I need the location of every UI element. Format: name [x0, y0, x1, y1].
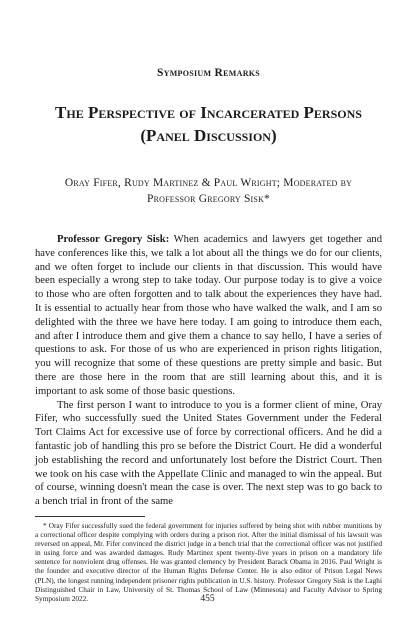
paragraph-text: The first person I want to introduce to you is a former client of mine, Oray Fifer, who successfully sued the United States Government under the Federal Tort Claims Act for excessive use of force by correctional officers. And he did a fantastic job of handling this pro se before the District Court. He did a wonderful job establishing the record and unfortunately lost before the District Court. Then we took on his case with the Appellate Clinic and managed to win the appeal. But of course, winning doesn't mean the case is over. The next step was to go back to a bench trial in front of the same — [35, 399, 382, 508]
body-paragraph — [35, 233, 382, 399]
footnote: * Oray Fifer successfully sued the federal government for injuries suffered by being shot with rubber munitions by a correctional officer despite complying with orders during a prison riot. After the initial dismissal of his lawsuit was reversed on appeal, Mr. Fifer convinced the district judge in a bench trial that the correctional officer was not justified in using force and was awarded damages. Rudy Martinez spent twenty-five years in prison on a mandatory life sentence for nonviolent drug offenses. He was granted clemency by President Barack Obama in 2016. Paul Wright is the founder and executive director of the Human Rights Defense Center. He is also editor of Prison Legal News (PLN), the longest running independent prisoner rights publication in U.S. history. Professor Gregory Sisk is the Laghi Distinguished Chair in Law, University of St. Thomas School of Law (Minnesota) and Faculty Advisor to Spring Symposium 2022. — [35, 520, 382, 603]
article-title: The Perspective of Incarcerated Persons (Panel Discussion) — [55, 103, 362, 145]
paragraph-text: When academics and lawyers get together and have conferences like this, we talk a lot about all the things we do for our clients, and we often forget to include our clients in that discussion. This would have been especially a wrong step to take today. Our purpose today is to give a voice to those who are often forgotten and to talk about the experiences they have had. It is essential to actually hear from those who have walked the walk, and I am so delighted with the three we have here today. I am going to introduce them each, and after I introduce them and give them a chance to say hello, I have a series of questions to ask. For those of us who are experienced in prison rights litigation, you will recognize that some of these questions are pretty simple and basic. But there are those here in the room that are still learning about this, and it is important to ask some of those basic questions. — [35, 234, 382, 397]
article-body — [35, 233, 382, 509]
body-paragraph — [35, 399, 382, 509]
footnote-separator — [35, 516, 145, 517]
page-number: 455 — [200, 594, 215, 604]
speaker-label: Professor Gregory Sisk: — [57, 234, 170, 245]
section-heading: Symposium Remarks — [156, 67, 261, 79]
author-line: Oray Fifer, Rudy Martinez & Paul Wright; Moderated by Professor Gregory Sisk* — [64, 177, 353, 205]
